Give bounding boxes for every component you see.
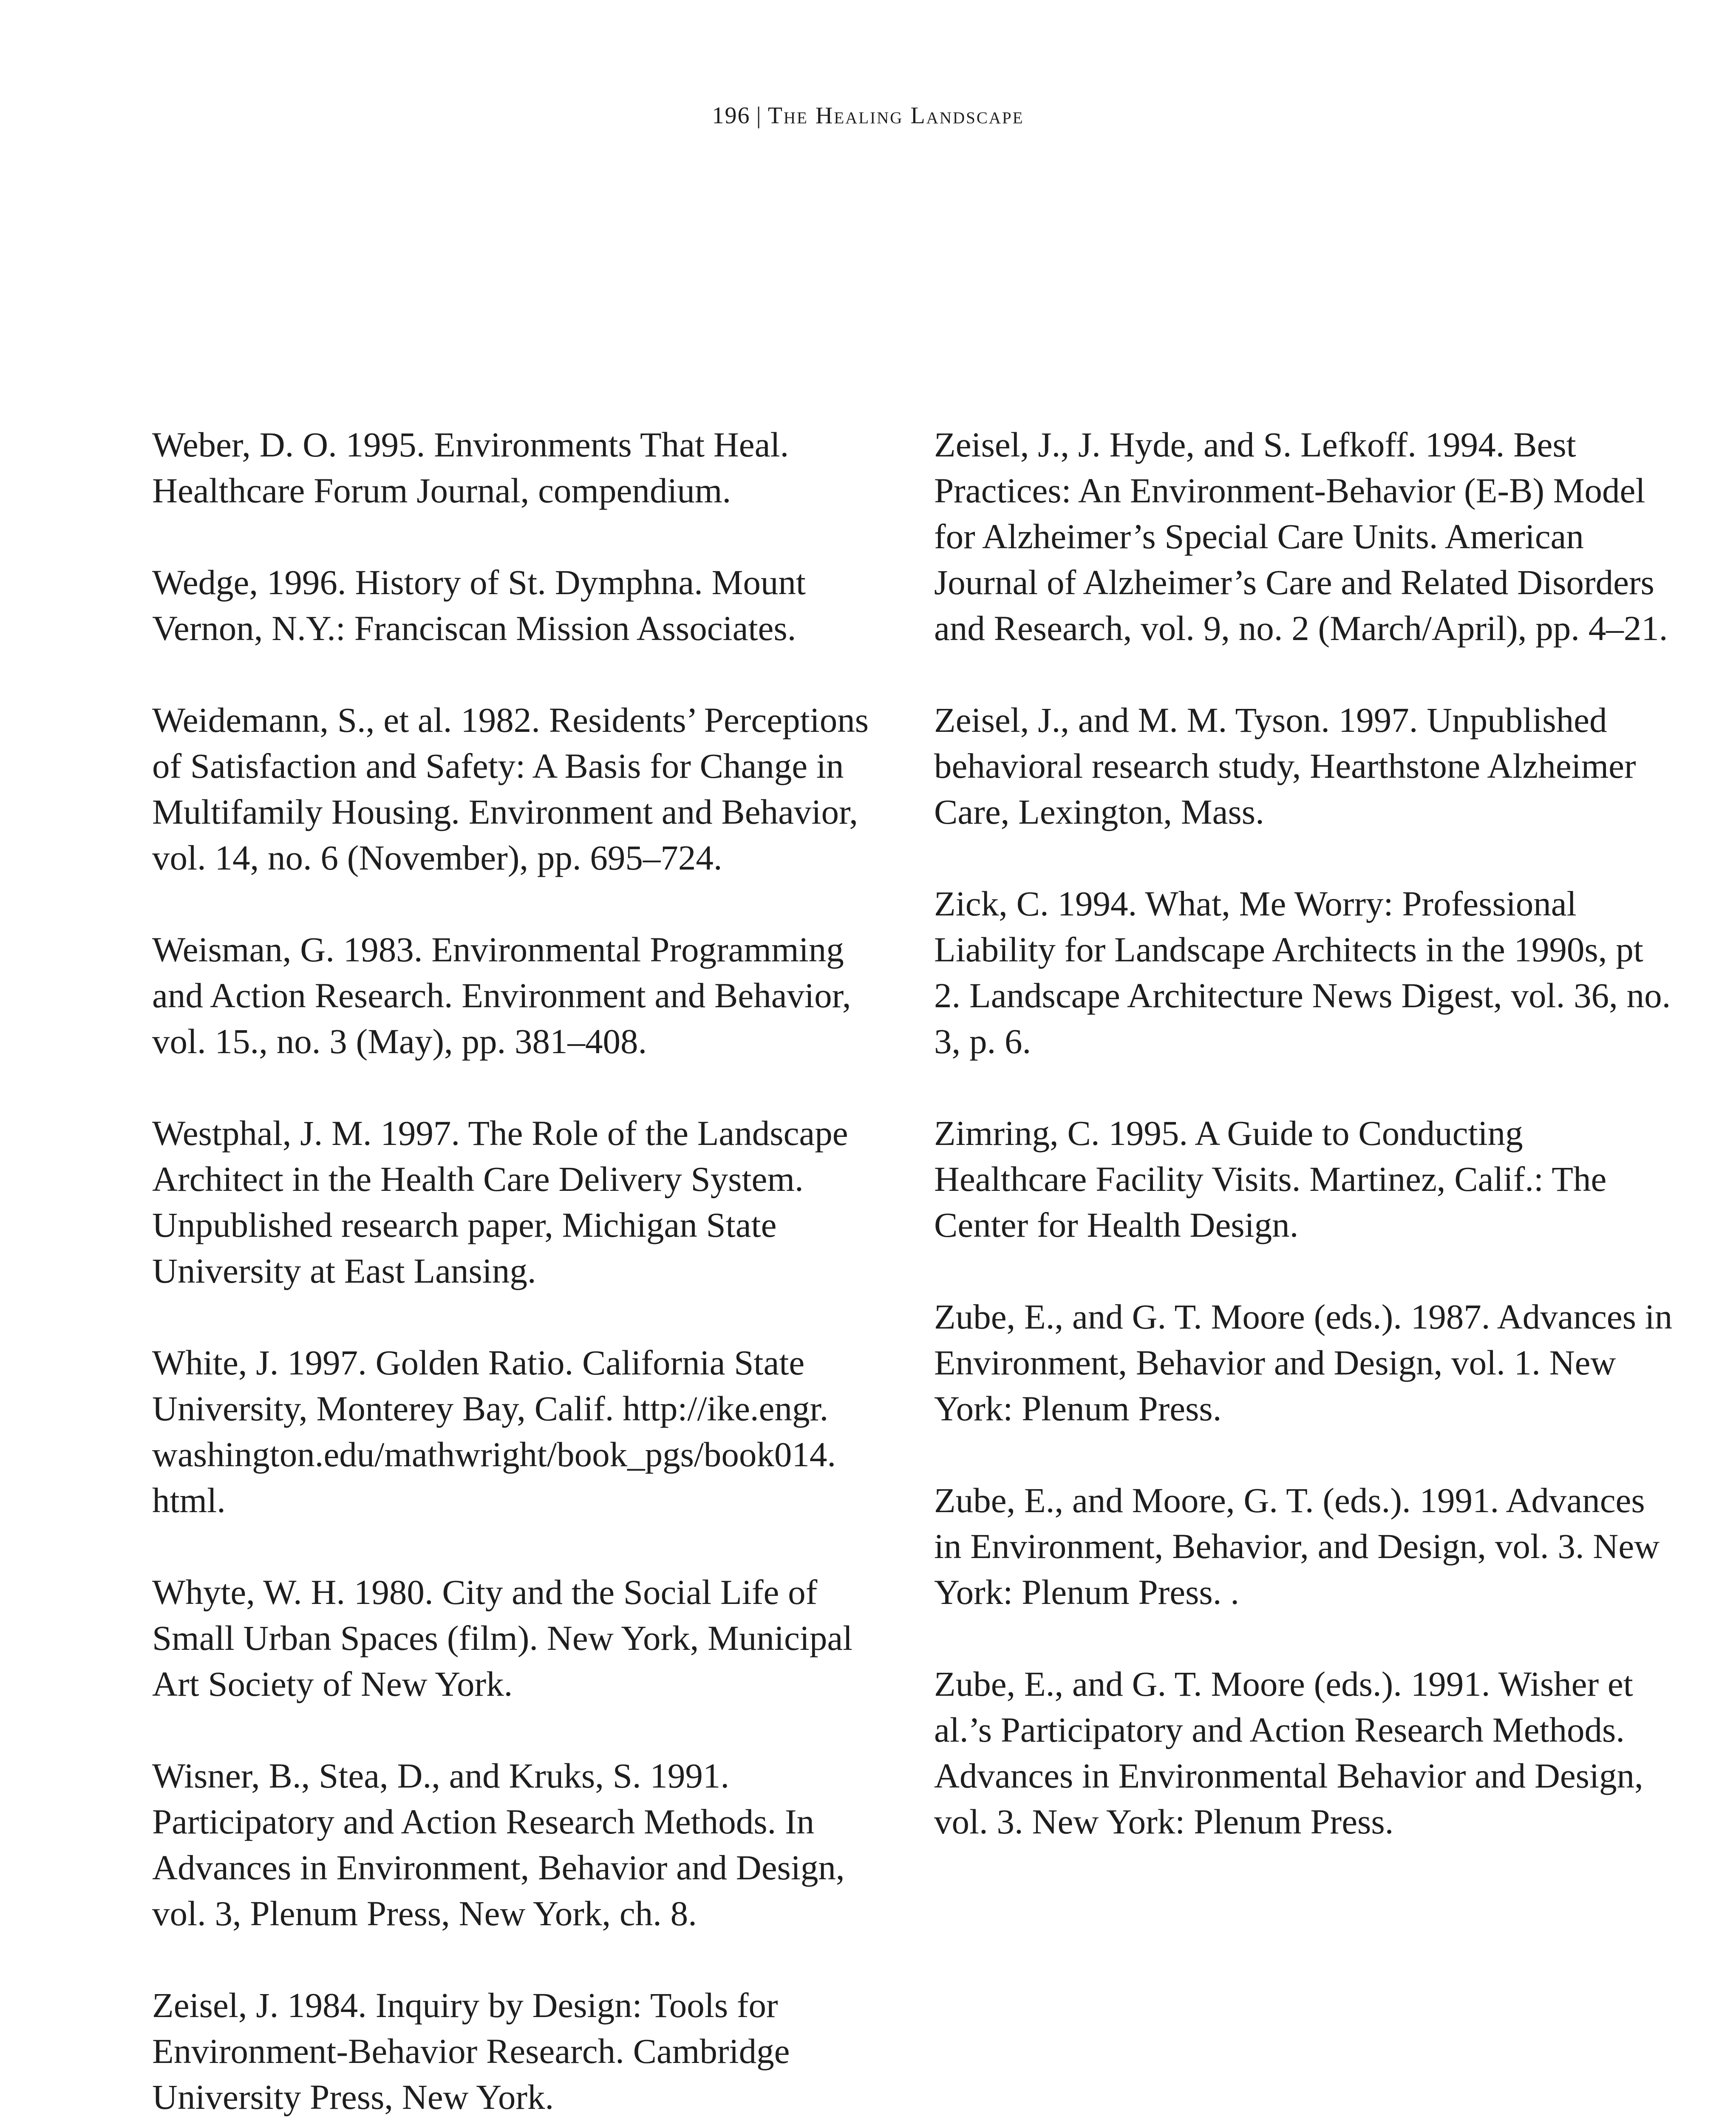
references-left-column [152, 422, 883, 2125]
reference-entry: Wisner, B., Stea, D., and Kruks, S. 1991. Participatory and Action Research Methods. In Advances in Environment, Behavior and Design, vol. 3, Plenum Press, New York, ch. 8. [152, 1756, 845, 1933]
reference-entry: Zube, E., and G. T. Moore (eds.). 1991. Wisher et al.’s Participatory and Action Research Methods. Advances in Environmental Behavior and Design, vol. 3. New York: Plenum Press. [934, 1664, 1643, 1841]
reference-entry: Zimring, C. 1995. A Guide to Conducting Healthcare Facility Visits. Martinez, Calif.: The Center for Health Design. [934, 1114, 1607, 1244]
reference-entry: Zick, C. 1994. What, Me Worry: Professional Liability for Landscape Architects in the 1990s, pt 2. Landscape Architecture News Digest, vol. 36, no. 3, p. 6. [934, 884, 1671, 1061]
reference-entry: Zube, E., and Moore, G. T. (eds.). 1991. Advances in Environment, Behavior, and Design, vol. 3. New York: Plenum Press. . [934, 1481, 1660, 1612]
reference-entry: Wedge, 1996. History of St. Dymphna. Mount Vernon, N.Y.: Franciscan Mission Associates. [152, 563, 806, 648]
reference-entry: Zeisel, J. 1984. Inquiry by Design: Tools for Environment-Behavior Research. Cambridge University Press, New York. [152, 1986, 790, 2116]
reference-entry: Zeisel, J., J. Hyde, and S. Lefkoff. 1994. Best Practices: An Environment-Behavior (E-B) Model for Alzheimer’s Special Care Units. American Journal of Alzheimer’s Care and Related Disorders and Research, vol. 9, no. 2 (March/April), pp. 4–21. [934, 425, 1668, 648]
book-title: The Healing Landscape [767, 102, 1024, 129]
reference-entry: Whyte, W. H. 1980. City and the Social Life of Small Urban Spaces (film). New York, Municipal Art Society of New York. [152, 1572, 853, 1703]
reference-entry: Weisman, G. 1983. Environmental Programming and Action Research. Environment and Behavior, vol. 15., no. 3 (May), pp. 381–408. [152, 930, 851, 1061]
running-head [0, 102, 1736, 129]
page-number: 196 [712, 102, 750, 129]
reference-entry: Zeisel, J., and M. M. Tyson. 1997. Unpublished behavioral research study, Hearthstone Alzheimer Care, Lexington, Mass. [934, 700, 1636, 831]
reference-entry: Weidemann, S., et al. 1982. Residents’ Perceptions of Satisfaction and Safety: A Basis for Change in Multifamily Housing. Environment and Behavior, vol. 14, no. 6 (November), pp. 695–724. [152, 700, 869, 877]
reference-entry: Westphal, J. M. 1997. The Role of the Landscape Architect in the Health Care Delivery System. Unpublished research paper, Michigan State University at East Lansing. [152, 1114, 848, 1290]
reference-entry: Weber, D. O. 1995. Environments That Heal. Healthcare Forum Journal, compendium. [152, 425, 789, 510]
reference-entry: White, J. 1997. Golden Ratio. California State University, Monterey Bay, Calif. http://ike.engr. washington.edu/mathwright/book_pgs/book014. html. [152, 1343, 836, 1520]
references-right-column [934, 422, 1676, 1890]
header-separator: | [756, 102, 762, 129]
reference-entry: Zube, E., and G. T. Moore (eds.). 1987. Advances in Environment, Behavior and Design, vol. 1. New York: Plenum Press. [934, 1297, 1673, 1428]
